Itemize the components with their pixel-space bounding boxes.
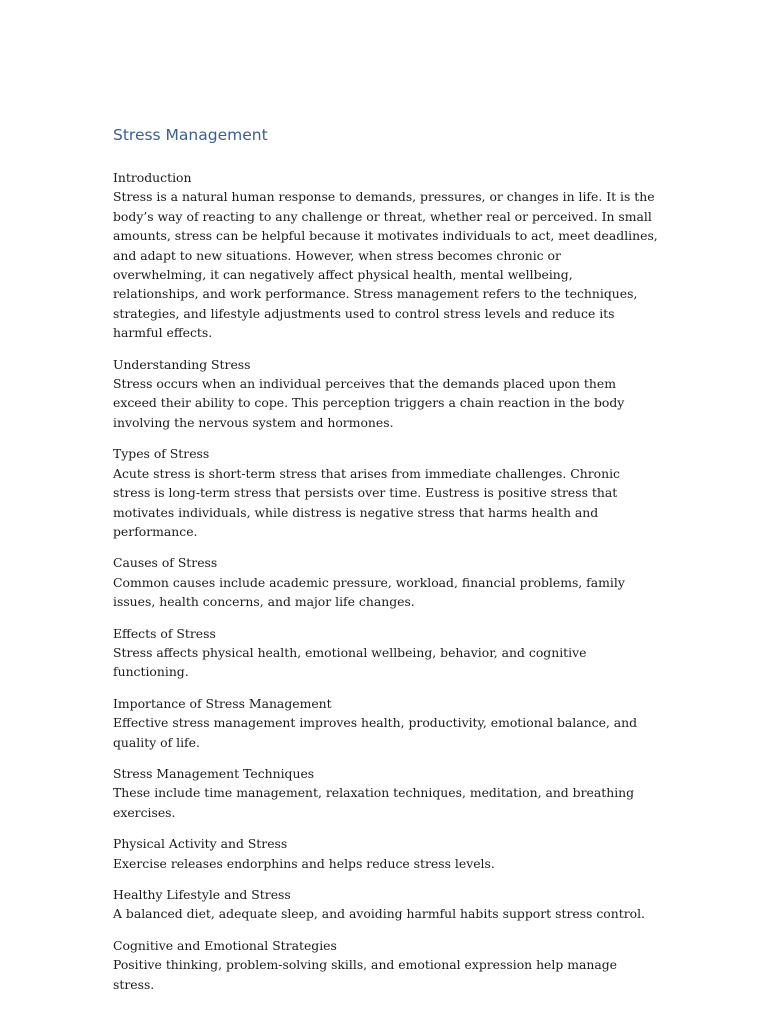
section-types-of-stress [113, 444, 658, 541]
section-cognitive-emotional-strategies [113, 936, 658, 994]
section-body: Stress affects physical health, emotional wellbeing, behavior, and cognitive functioning. [113, 644, 587, 680]
section-physical-activity [113, 834, 658, 873]
section-healthy-lifestyle [113, 885, 658, 924]
section-causes-of-stress [113, 553, 658, 611]
section-heading: Causes of Stress [113, 555, 218, 571]
section-body: Stress occurs when an individual perceives that the demands placed upon them exceed their ability to cope. This perception triggers a chain reaction in the body involving the nervous system and hormones. [113, 376, 625, 430]
section-effects-of-stress [113, 624, 658, 682]
section-body: A balanced diet, adequate sleep, and avoiding harmful habits support stress control. [113, 906, 645, 922]
section-understanding-stress [113, 355, 658, 433]
section-heading: Physical Activity and Stress [113, 836, 288, 852]
section-heading: Effects of Stress [113, 625, 216, 641]
section-body: Positive thinking, problem-solving skills, and emotional expression help manage stress. [113, 957, 617, 992]
section-heading: Types of Stress [113, 446, 210, 462]
section-heading: Understanding Stress [113, 356, 251, 372]
section-heading: Introduction [113, 170, 192, 185]
section-body: Stress is a natural human response to demands, pressures, or changes in life. It is the body’s way of reacting to any challenge or threat, whether real or perceived. In small amounts, stress can be helpful because it motivates individuals to act, meet deadlines, and adapt to new situations. However, when stress becomes chronic or overwhelming, it can negatively affect physical health, mental wellbeing, relationships, and work performance. Stress management refers to the techniques, strategies, and lifestyle adjustments used to control stress levels and reduce its harmful effects. [113, 189, 658, 341]
document-title: Stress Management [113, 126, 268, 144]
section-body: Acute stress is short-term stress that arises from immediate challenges. Chronic stress is long-term stress that persists over time. Eustress is positive stress that motivates individuals, while distress is negative stress that harms health and performance. [113, 465, 620, 539]
section-stress-management-techniques [113, 764, 658, 822]
section-heading: Healthy Lifestyle and Stress [113, 887, 291, 902]
section-body: These include time management, relaxation techniques, meditation, and breathing exercises. [113, 785, 635, 820]
document-content [113, 124, 658, 1006]
section-importance-of-stress-management [113, 694, 658, 752]
section-introduction [113, 168, 658, 343]
section-body: Exercise releases endorphins and helps reduce stress levels. [113, 855, 495, 871]
section-heading: Cognitive and Emotional Strategies [113, 937, 337, 953]
section-heading: Stress Management Techniques [113, 765, 315, 781]
section-body: Common causes include academic pressure, workload, financial problems, family issues, health concerns, and major life changes. [113, 574, 625, 610]
section-heading: Importance of Stress Management [113, 695, 332, 711]
section-body: Effective stress management improves health, productivity, emotional balance, and quality of life. [113, 715, 638, 750]
